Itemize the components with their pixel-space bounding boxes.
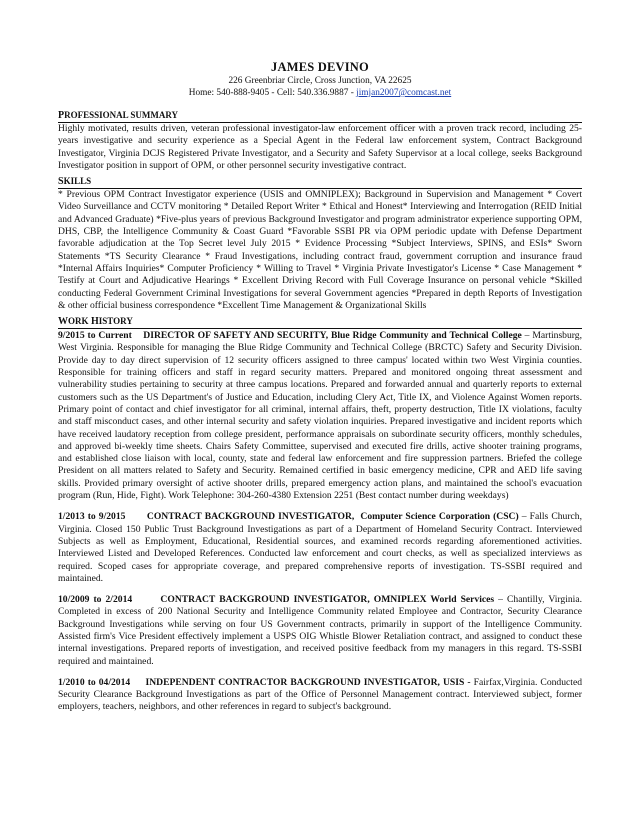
- job-description: – Martinsburg, West Virginia. Responsible for managing the Blue Ridge Community and Technical College (BRCTC) Safety and Security Division. Provide day to day direct supervision of 12 security officers assigned to three campus' located within two West Virginia counties. Responsible for training officers and staff in regard security matters. Prepared and monitored ongoing threat assessment and vulnerability studies pertaining to security at three campus locations. Prepared and forwarded annual and quarterly reports to external customers such as the US Department's of Justice and Education, including Clery Act, Title IX, and Violence Against Women reports. Primary point of contact and chief investigator for all criminal, internal affairs, theft, property destruction, Title IX violations, faculty and staff misconduct cases, and other internal security and safety violation inquiries. Prepared investigative and incident reports which have received laudatory reception from college president, performance appraisals on subordinate security officers, monthly schedules, and approved bi-weekly time sheets. Chairs Safety Committee, supervised and executed fire drills, active shooter training programs, and established close liaison with local, county, state and federal law enforcement and fire suppression partners. Briefed the college President on all matters related to Safety and Security. Remained certified in basic emergency medicine, CPR and AED life saving skills. Provided primary oversight of active shooter drills, prepared emergency action plans, and maintained the school's evacuation program (Run, Hide, Fight). Work Telephone: 304-260-4380 Extension 2251 (Best contact number during weekdays): [58, 330, 582, 502]
- job-entry: [58, 677, 582, 714]
- contact-line: [58, 87, 582, 99]
- job-entry: [58, 594, 582, 668]
- job-description: Fairfax,Virginia. Conducted Security Clearance Background Investigations as part of the Office of Personnel Management contract. Interviewed subject, former employers, teachers, neighbors, and other references in regard to subject's background.: [58, 676, 582, 713]
- phone-numbers: Home: 540-888-9405 - Cell: 540.336.9887 -: [188, 88, 357, 98]
- work-history-heading: [58, 315, 582, 329]
- email-link[interactable]: jimjan2007@comcast.net: [356, 88, 452, 98]
- heading-initial: W: [58, 316, 68, 328]
- address-line: 226 Greenbriar Circle, Cross Junction, VA 22625: [228, 76, 412, 86]
- job-description: – Falls Church, Virginia. Closed 150 Public Trust Background Investigations as part of a Department of Homeland Security Contract. Interviewed Subjects as well as Employment, Educational, Residential sources, and examined records regarding aforementioned activities. Interviewed Listed and Developed References. Conducted law enforcement and court checks, as well as specialized interviews as required. Scoped cases for appropriate coverage, and prepared comprehensive reports of investigation. TS-SSBI required and maintained.: [58, 511, 582, 584]
- job-description: – Chantilly, Virginia. Completed in excess of 200 National Security and Intelligence Community related Employee and Contractor, Security Clearance Background Investigations while serving on four US Government contracts, primarily in support of the Intelligence Community. Assisted firm's Vice President effectively implement a USPS OIG Whistle Blower Retaliation contract, and assigned to conduct these internal investigations. Prepared reports of investigation, and received positive feedback from my managers in this regard. TS-SSBI required and maintained.: [58, 594, 582, 667]
- job-title: 1/2013 to 9/2015 CONTRACT BACKGROUND INVESTIGATOR, Computer Science Corporation (CSC): [58, 511, 519, 523]
- job-entry: [58, 511, 582, 585]
- skills-text: * Previous OPM Contract Investigator experience (USIS and OMNIPLEX); Background in Supervision and Management * Covert Video Surveillance and CCTV monitoring * Detailed Report Writer * Ethical and Honest* Interviewing and Interrogation (REID Initial and Advanced Graduate) *Five-plus years of previous Background Investigator and program administrator experience supporting OPM, DHS, CBP, the Intelligence Community & Coast Guard *Favorable SSBI PR via OPM periodic update with Defense Department favorable adjudication at the Top Secret level July 2015 * Evidence Processing *Subject Interviews, SPINS, and ESIs* Sworn Statements *TS Security Clearance * Fraud Investigations, including contract fraud, government corruption and insurance fraud *Internal Affairs Inquiries* Computer Proficiency * Willing to Travel * Virginia Private Investigator's License * Case Management * Testify at Court and Adjudicative Hearings * Excellent Driving Record with Full Coverage Insurance on personal vehicle *Skilled conducting Federal Government Criminal Investigations for several Government agencies *Prepared in depth Reports of Investigation & other official business correspondence *Excellent Time Management & Organizational Skills: [58, 189, 582, 311]
- job-title: 9/2015 to Current DIRECTOR OF SAFETY AND SECURITY, Blue Ridge Community and Technical College: [58, 330, 522, 342]
- heading-initial: H: [91, 316, 99, 328]
- job-entry: [58, 330, 582, 502]
- job-title: 10/2009 to 2/2014 CONTRACT BACKGROUND INVESTIGATOR, OMNIPLEX World Services: [58, 594, 495, 606]
- job-title: 1/2010 to 04/2014 INDEPENDENT CONTRACTOR BACKGROUND INVESTIGATOR, USIS -: [58, 676, 471, 688]
- heading-rest: ISTORY: [98, 316, 133, 327]
- heading-initial: S: [58, 176, 64, 188]
- professional-summary-heading: [58, 109, 582, 123]
- skills-heading: [58, 175, 582, 189]
- heading-initial: P: [58, 110, 65, 121]
- professional-summary-text: Highly motivated, results driven, veteran professional investigator-law enforcement officer with a proven track record, including 25-years investigative and security experience as a Special Agent in the Federal law enforcement system, Contract Background Investigator, Virginia DCJS Registered Private Investigator, and a Security and Safety Supervisor at a local college, seeks Background Investigator position in support of OPM, or other personnel security investigative contract.: [58, 123, 582, 171]
- heading-rest: ORK: [68, 316, 89, 327]
- heading-rest: KILLS: [63, 176, 92, 187]
- heading-rest: ROFESSIONAL SUMMARY: [64, 110, 179, 120]
- candidate-name: JAMES DEVINO: [271, 60, 369, 74]
